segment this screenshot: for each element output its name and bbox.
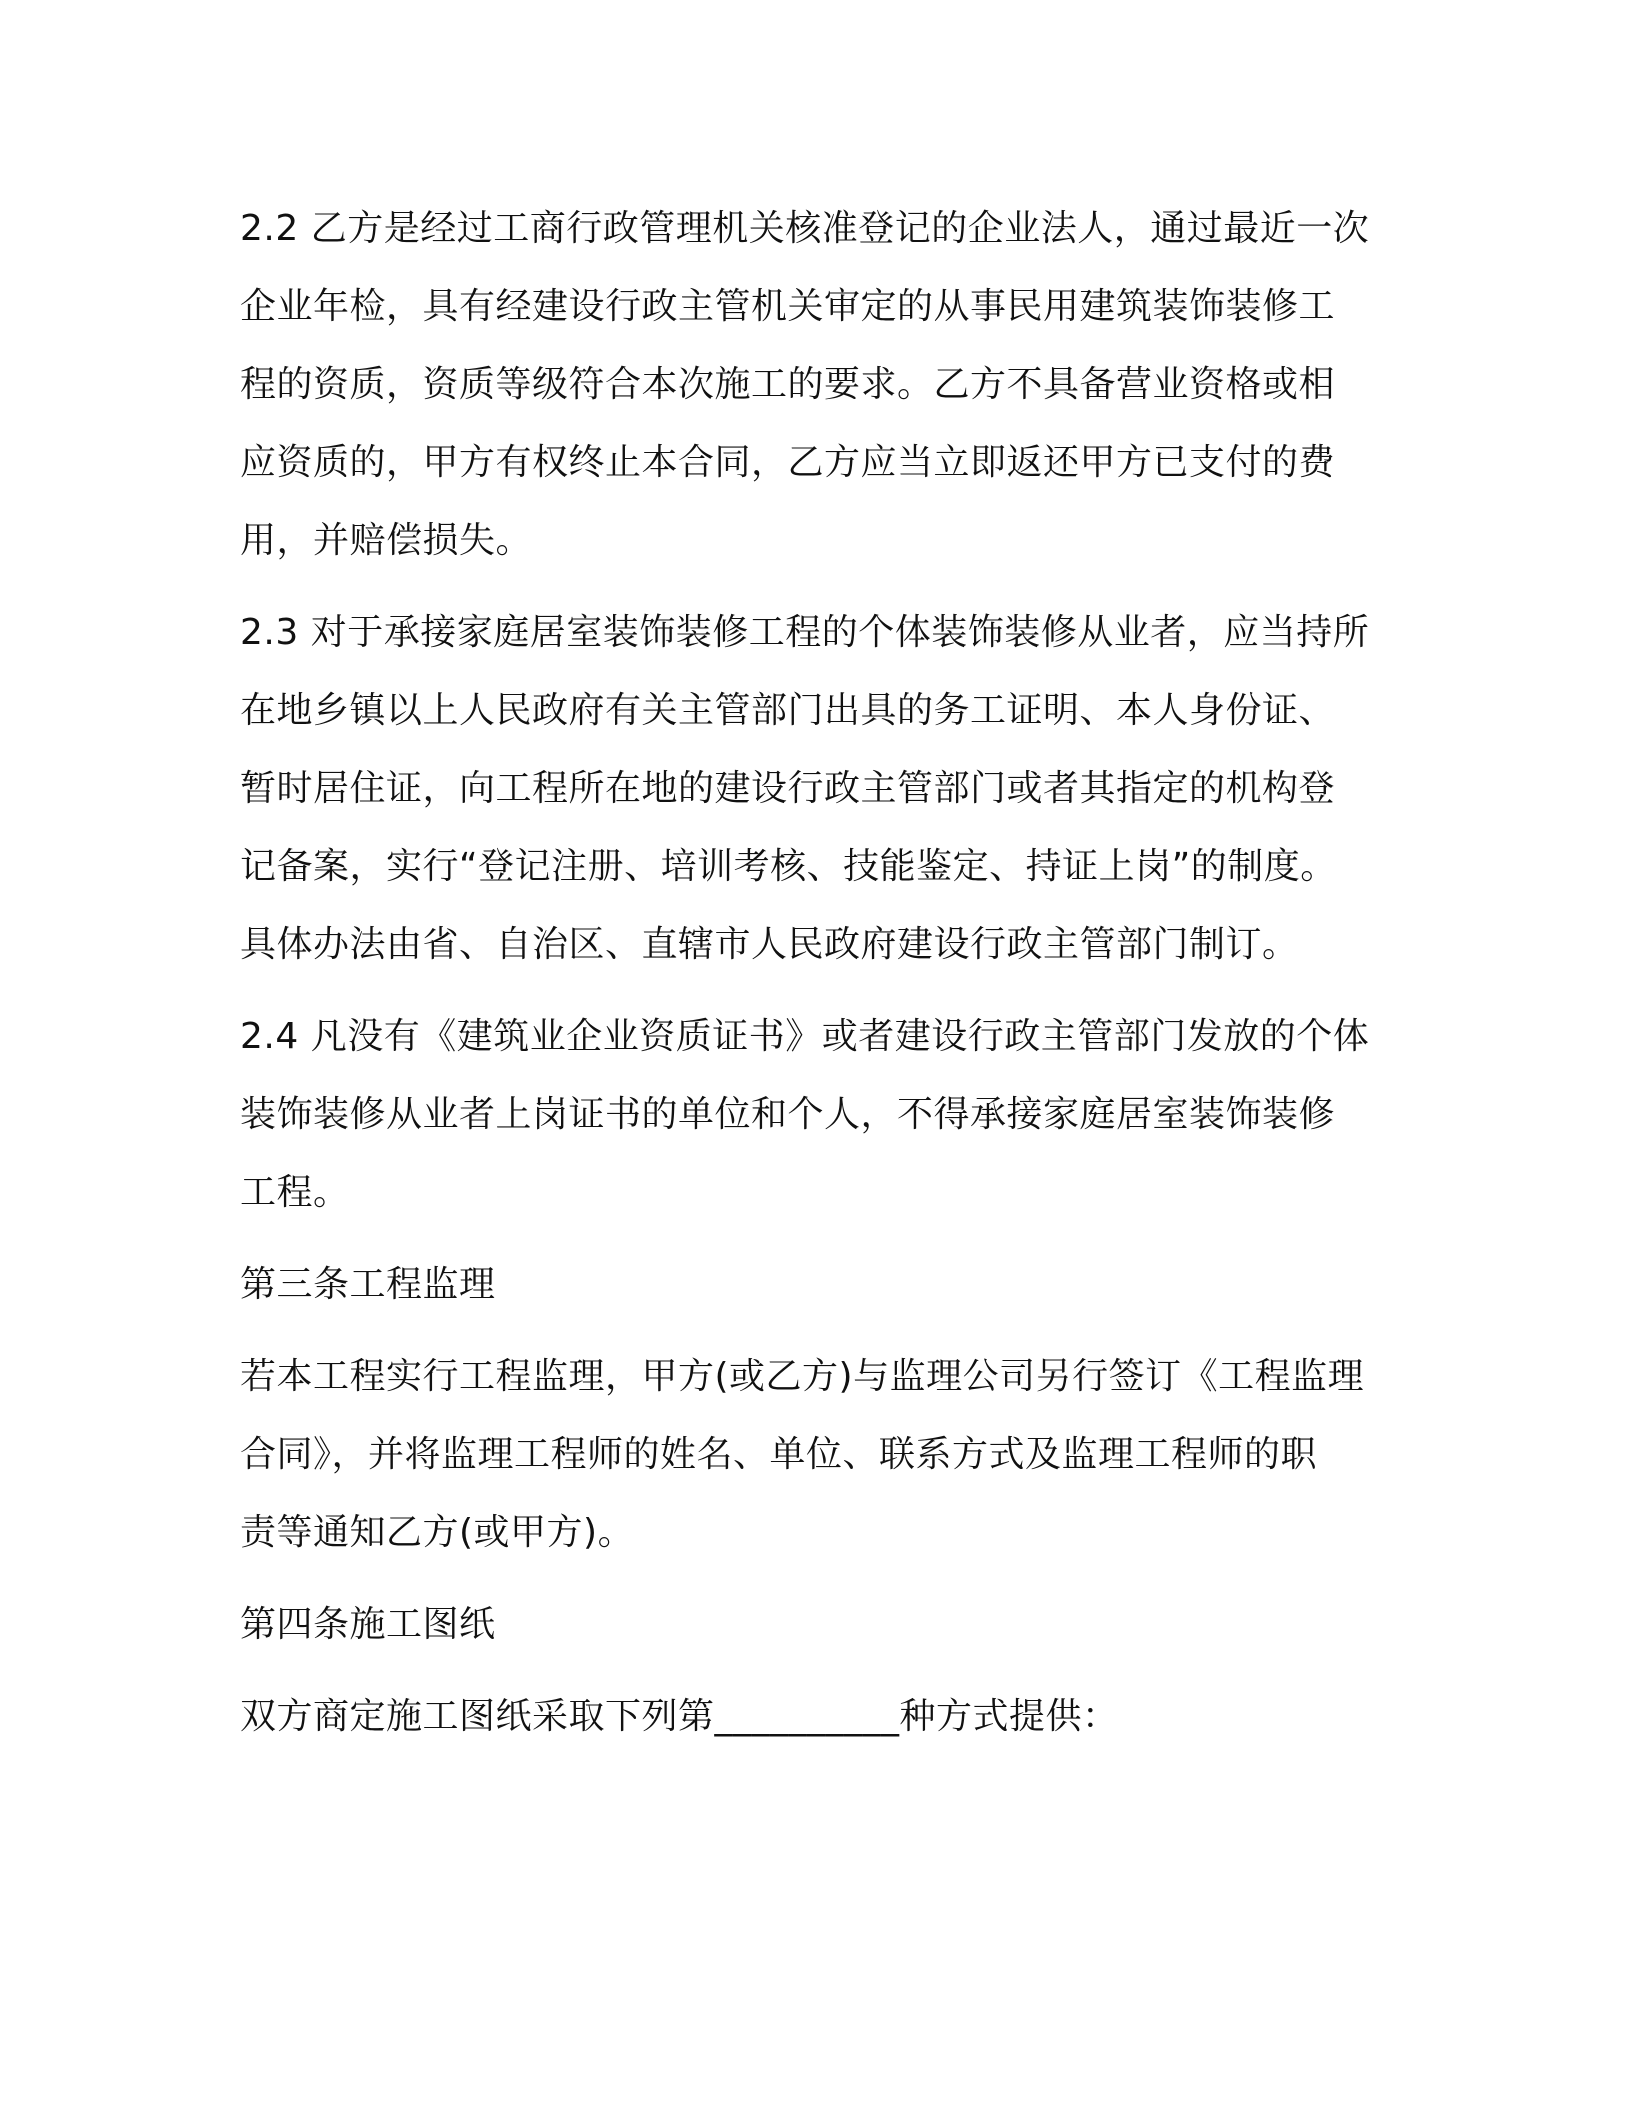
text-line: 应资质的，甲方有权终止本合同，乙方应当立即返还甲方已支付的费	[240, 442, 1336, 483]
text-line: 责等通知乙方(或甲方)。	[240, 1512, 635, 1553]
heading-text: 第三条工程监理	[240, 1264, 496, 1305]
text-line: 用，并赔偿损失。	[240, 520, 533, 561]
clause-2-3	[240, 594, 1390, 984]
clause-2-2	[240, 190, 1390, 580]
article-3-body	[240, 1338, 1390, 1572]
text-line: 企业年检，具有经建设行政主管机关审定的从事民用建筑装饰装修工	[240, 286, 1336, 327]
text-line: 具体办法由省、自治区、直辖市人民政府建设行政主管部门制订。	[240, 924, 1299, 965]
heading-text: 第四条施工图纸	[240, 1604, 496, 1645]
document-body	[240, 190, 1390, 1770]
text-line: 程的资质，资质等级符合本次施工的要求。乙方不具备营业资格或相	[240, 364, 1336, 405]
text-line: 装饰装修从业者上岗证书的单位和个人，不得承接家庭居室装饰装修	[240, 1094, 1336, 1135]
clause-2-4	[240, 998, 1390, 1232]
text-line: 2.4 凡没有《建筑业企业资质证书》或者建设行政主管部门发放的个体	[240, 1016, 1370, 1057]
text-line: 暂时居住证，向工程所在地的建设行政主管部门或者其指定的机构登	[240, 768, 1336, 809]
article-4-heading	[240, 1586, 1390, 1664]
text-line: 2.2 乙方是经过工商行政管理机关核准登记的企业法人，通过最近一次	[240, 208, 1370, 249]
text-line: 双方商定施工图纸采取下列第__________种方式提供：	[240, 1696, 1119, 1737]
text-line: 2.3 对于承接家庭居室装饰装修工程的个体装饰装修从业者，应当持所	[240, 612, 1370, 653]
text-line: 合同》，并将监理工程师的姓名、单位、联系方式及监理工程师的职	[240, 1434, 1318, 1475]
article-4-body	[240, 1678, 1390, 1756]
text-line: 在地乡镇以上人民政府有关主管部门出具的务工证明、本人身份证、	[240, 690, 1336, 731]
text-line: 工程。	[240, 1172, 350, 1213]
text-line: 记备案，实行“登记注册、培训考核、技能鉴定、持证上岗”的制度。	[240, 846, 1337, 887]
article-3-heading	[240, 1246, 1390, 1324]
text-line: 若本工程实行工程监理，甲方(或乙方)与监理公司另行签订《工程监理	[240, 1356, 1365, 1397]
